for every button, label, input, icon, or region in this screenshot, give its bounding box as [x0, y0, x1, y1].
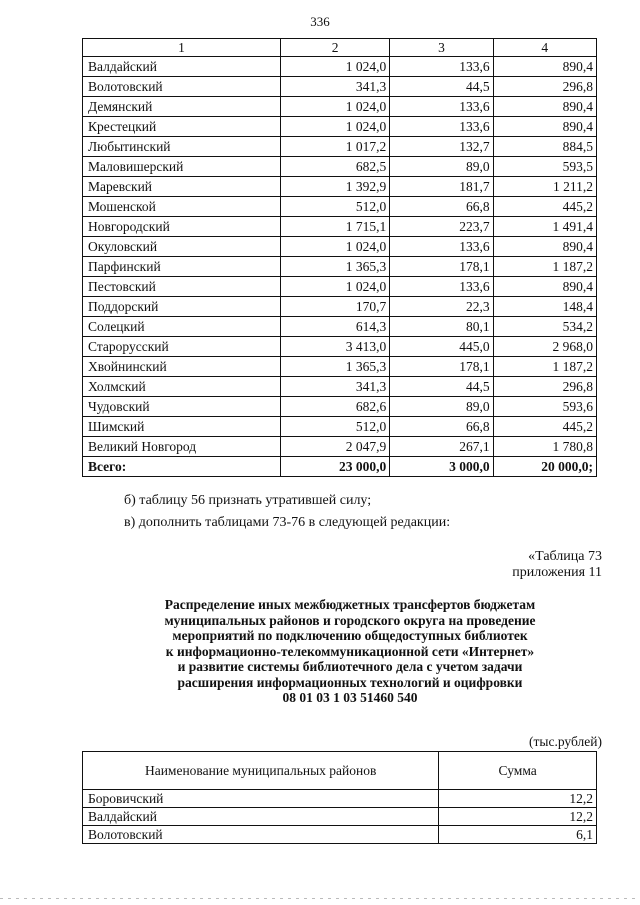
value-cell: 133,6 — [390, 277, 493, 297]
title-line: Распределение иных межбюджетных трансфертов бюджетам — [164, 597, 536, 612]
table-row — [83, 377, 597, 397]
district-name: Хвойнинский — [83, 357, 281, 377]
libraries-table — [82, 751, 597, 844]
value-cell: 884,5 — [493, 137, 596, 157]
table-row — [83, 97, 597, 117]
value-cell: 534,2 — [493, 317, 596, 337]
table-row — [83, 177, 597, 197]
district-name: Крестецкий — [83, 117, 281, 137]
value-cell: 1 780,8 — [493, 437, 596, 457]
value-cell: 133,6 — [390, 97, 493, 117]
district-name: Шимский — [83, 417, 281, 437]
column-header: 2 — [281, 39, 390, 57]
value-cell: 1 365,3 — [281, 357, 390, 377]
table-row — [83, 157, 597, 177]
value-cell: 44,5 — [390, 77, 493, 97]
table-row — [83, 77, 597, 97]
table-row — [83, 337, 597, 357]
title-line: и развитие системы библиотечного дела с учетом задачи — [177, 659, 523, 674]
value-cell: 3 413,0 — [281, 337, 390, 357]
table-reference — [512, 549, 602, 581]
value-cell: 66,8 — [390, 197, 493, 217]
total-label: Всего: — [83, 457, 281, 477]
title-line: к информационно-телекоммуникационной сети «Интернет» — [165, 643, 535, 659]
value-cell: 170,7 — [281, 297, 390, 317]
value-cell: 512,0 — [281, 197, 390, 217]
total-row — [83, 457, 597, 477]
table-row — [83, 826, 597, 844]
district-name: Маревский — [83, 177, 281, 197]
title-line: 08 01 03 1 03 51460 540 — [282, 690, 418, 705]
title-line: мероприятий по подключению общедоступных библиотек — [172, 628, 528, 643]
district-name: Демянский — [83, 97, 281, 117]
value-cell: 890,4 — [493, 57, 596, 77]
value-cell: 445,2 — [493, 197, 596, 217]
value-cell: 341,3 — [281, 77, 390, 97]
value-cell: 593,5 — [493, 157, 596, 177]
value-cell: 593,6 — [493, 397, 596, 417]
district-name: Боровичский — [83, 790, 439, 808]
table-row — [83, 257, 597, 277]
column-header: Наименование муниципальных районов — [83, 752, 439, 790]
district-name: Волотовский — [83, 77, 281, 97]
table-row — [83, 417, 597, 437]
column-header: 4 — [493, 39, 596, 57]
value-cell: 1 392,9 — [281, 177, 390, 197]
table-row — [83, 397, 597, 417]
title-line: расширения информационных технологий и оцифровки — [177, 674, 523, 690]
district-name: Новгородский — [83, 217, 281, 237]
value-cell: 267,1 — [390, 437, 493, 457]
total-value: 20 000,0; — [493, 457, 596, 477]
scan-artifact-line — [0, 898, 640, 899]
paragraph-b: б) таблицу 56 признать утратившей силу; — [124, 493, 372, 508]
table-row — [83, 137, 597, 157]
district-name: Маловишерский — [83, 157, 281, 177]
table-header-row — [83, 752, 597, 790]
column-header: Сумма — [439, 752, 597, 790]
column-header: 3 — [390, 39, 493, 57]
value-cell: 1 017,2 — [281, 137, 390, 157]
district-name: Валдайский — [83, 57, 281, 77]
table-row — [83, 217, 597, 237]
district-name: Валдайский — [83, 808, 439, 826]
value-cell: 80,1 — [390, 317, 493, 337]
value-cell: 1 211,2 — [493, 177, 596, 197]
value-cell: 1 365,3 — [281, 257, 390, 277]
page-number: 336 — [310, 14, 330, 29]
title-line: муниципальных районов и городского округа на проведение — [164, 612, 536, 628]
column-header: 1 — [83, 39, 281, 57]
table-row — [83, 437, 597, 457]
value-cell: 296,8 — [493, 77, 596, 97]
table-row — [83, 277, 597, 297]
paragraph-v: в) дополнить таблицами 73-76 в следующей редакции: — [124, 515, 451, 530]
value-cell: 341,3 — [281, 377, 390, 397]
value-cell: 1 024,0 — [281, 277, 390, 297]
value-cell: 181,7 — [390, 177, 493, 197]
value-cell: 1 187,2 — [493, 357, 596, 377]
value-cell: 22,3 — [390, 297, 493, 317]
value-cell: 2 968,0 — [493, 337, 596, 357]
value-cell: 89,0 — [390, 157, 493, 177]
sum-cell: 12,2 — [439, 790, 597, 808]
table-row — [83, 237, 597, 257]
value-cell: 2 047,9 — [281, 437, 390, 457]
value-cell: 178,1 — [390, 357, 493, 377]
district-name: Поддорский — [83, 297, 281, 317]
value-cell: 148,4 — [493, 297, 596, 317]
value-cell: 512,0 — [281, 417, 390, 437]
table-header-row — [83, 39, 597, 57]
table-row — [83, 790, 597, 808]
value-cell: 133,6 — [390, 117, 493, 137]
table-row — [83, 808, 597, 826]
value-cell: 890,4 — [493, 97, 596, 117]
value-cell: 132,7 — [390, 137, 493, 157]
value-cell: 223,7 — [390, 217, 493, 237]
district-name: Парфинский — [83, 257, 281, 277]
table-row — [83, 197, 597, 217]
value-cell: 445,0 — [390, 337, 493, 357]
district-name: Холмский — [83, 377, 281, 397]
value-cell: 1 024,0 — [281, 57, 390, 77]
district-name: Пестовский — [83, 277, 281, 297]
value-cell: 133,6 — [390, 57, 493, 77]
value-cell: 1 187,2 — [493, 257, 596, 277]
sum-cell: 6,1 — [439, 826, 597, 844]
value-cell: 890,4 — [493, 117, 596, 137]
value-cell: 296,8 — [493, 377, 596, 397]
district-name: Солецкий — [83, 317, 281, 337]
district-name: Волотовский — [83, 826, 439, 844]
transfers-table — [82, 38, 597, 477]
district-name: Великий Новгород — [83, 437, 281, 457]
value-cell: 614,3 — [281, 317, 390, 337]
value-cell: 44,5 — [390, 377, 493, 397]
table-row — [83, 357, 597, 377]
value-cell: 1 024,0 — [281, 97, 390, 117]
table-row — [83, 117, 597, 137]
value-cell: 178,1 — [390, 257, 493, 277]
table-title — [60, 597, 640, 706]
district-name: Старорусский — [83, 337, 281, 357]
district-name: Чудовский — [83, 397, 281, 417]
district-name: Любытинский — [83, 137, 281, 157]
value-cell: 682,6 — [281, 397, 390, 417]
total-value: 23 000,0 — [281, 457, 390, 477]
value-cell: 890,4 — [493, 277, 596, 297]
value-cell: 682,5 — [281, 157, 390, 177]
value-cell: 1 024,0 — [281, 237, 390, 257]
units-label: (тыс.рублей) — [529, 734, 602, 749]
value-cell: 1 491,4 — [493, 217, 596, 237]
value-cell: 890,4 — [493, 237, 596, 257]
value-cell: 66,8 — [390, 417, 493, 437]
table-row — [83, 317, 597, 337]
value-cell: 1 024,0 — [281, 117, 390, 137]
value-cell: 1 715,1 — [281, 217, 390, 237]
district-name: Мошенской — [83, 197, 281, 217]
sum-cell: 12,2 — [439, 808, 597, 826]
table-row — [83, 297, 597, 317]
district-name: Окуловский — [83, 237, 281, 257]
table-row — [83, 57, 597, 77]
value-cell: 133,6 — [390, 237, 493, 257]
value-cell: 89,0 — [390, 397, 493, 417]
total-value: 3 000,0 — [390, 457, 493, 477]
table-reference-line: «Таблица 73 — [528, 549, 602, 564]
table-reference-line: приложения 11 — [512, 565, 602, 580]
value-cell: 445,2 — [493, 417, 596, 437]
